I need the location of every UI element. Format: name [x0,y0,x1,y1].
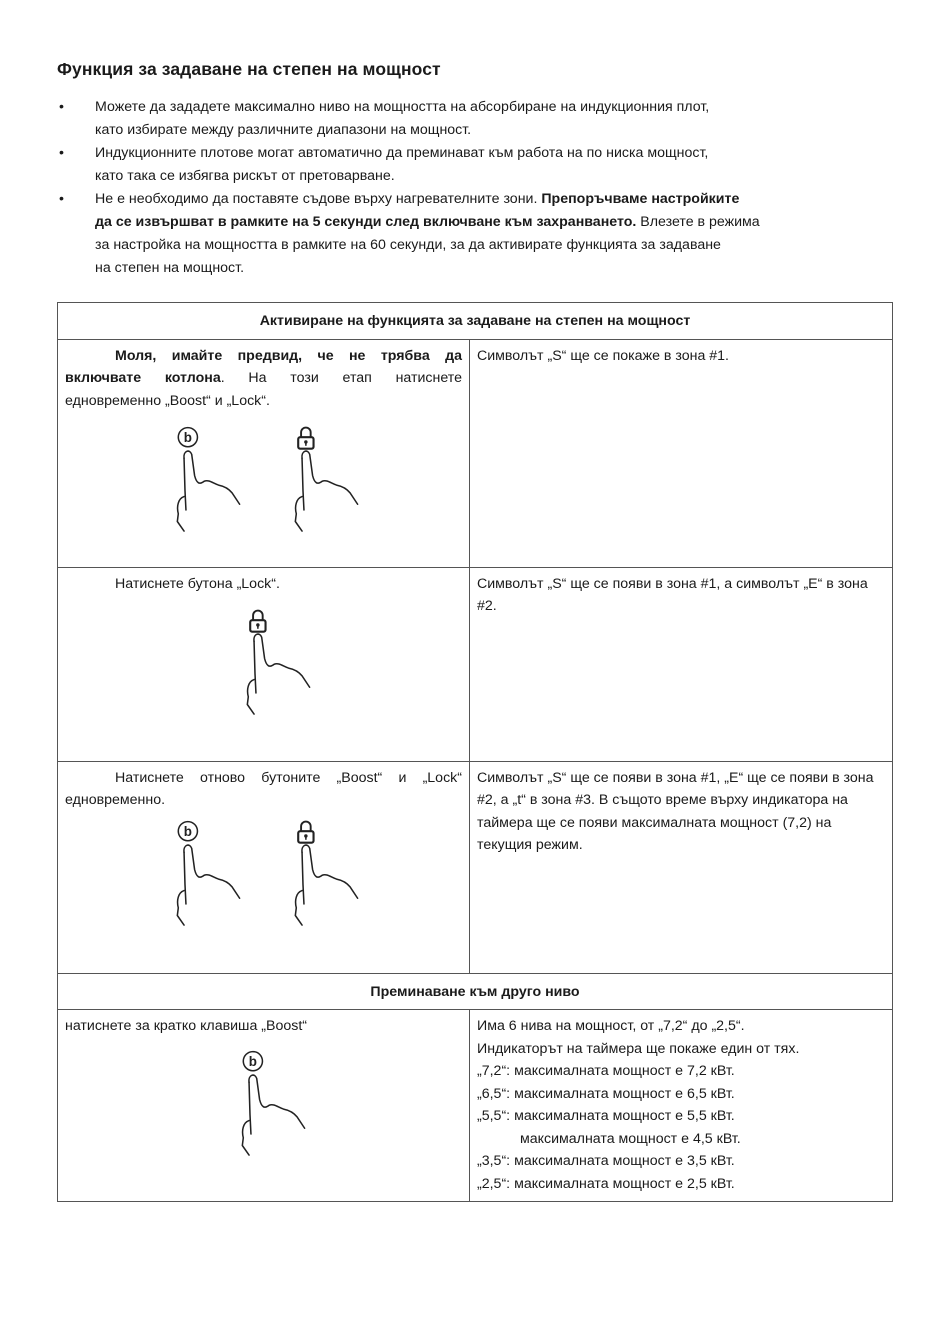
bullet-text: като така се избягва рискът от претоварване. [95,168,395,184]
hand-pointer-icon [177,451,239,531]
power-level-label: „3,5“: [477,1153,511,1169]
step-result-cell [470,1010,893,1202]
step-instruction-cell [58,761,470,973]
bullet-text: Не е необходимо да поставяте съдове върху нагревателните зони. [95,191,542,207]
section-header-switch-level: Преминаване към друго ниво [58,973,893,1010]
icon-group [65,601,462,716]
power-level-text: максималната мощност е 6,5 кВт. [510,1085,735,1102]
step-instruction-cell [58,1010,470,1202]
bullet-text: Можете да зададете максимално ниво на мощността на абсорбиране на индукционния плот, [95,99,710,115]
hand-pointer-icon [247,634,309,714]
hand-pointer-icon [177,845,239,925]
svg-text:b: b [248,1053,257,1069]
power-level-text: максималната мощност е 4,5 кВт. [520,1130,741,1147]
power-level-text: максималната мощност е 2,5 кВт. [510,1175,735,1192]
bullet-item [57,142,887,188]
power-level-item [477,1105,885,1128]
power-level-item [477,1173,885,1196]
power-level-label: „5,5“: [477,1108,511,1124]
svg-text:b: b [183,429,192,445]
instruction-text: . На този етап натиснете едновременно „Boost“ и „Lock“. [65,370,463,409]
bullet-text: Индукционните плотове могат автоматично да преминават към работа на по ниска мощност, [95,145,709,161]
page-title: Функция за задаване на степен на мощност [57,59,441,79]
levels-intro: Индикаторът на таймера ще покаже един от тях. [477,1040,800,1057]
bullet-icon: • [59,191,64,207]
step-instruction-cell [58,567,470,761]
lock-button-icon [281,812,371,927]
power-level-label: „7,2“: [477,1063,511,1079]
power-level-item [477,1083,885,1106]
levels-intro: Има 6 нива на мощност, от „7,2“ до „2,5“. [477,1018,745,1034]
bullet-item [57,188,887,280]
bullet-bold-text: да се извършват в рамките на 5 секунди след включване към захранването. [95,214,637,230]
bullet-bold-text: Препоръчваме настройките [541,191,740,207]
boost-button-icon [228,1042,318,1157]
bullet-text: Влезете в режима [636,214,760,230]
icon-group [65,418,462,533]
icon-group [65,1042,462,1157]
step-instruction: натиснете за кратко клавиша „Boost“ [65,1018,308,1034]
hand-pointer-icon [295,451,357,531]
table-row [58,339,893,567]
step-instruction [65,345,462,413]
boost-button-icon [163,812,253,927]
power-level-text: максималната мощност е 5,5 кВт. [510,1108,735,1124]
power-setting-table [57,302,893,1202]
power-level-label: „6,5“: [477,1085,511,1102]
table-row [58,1010,893,1202]
step-instruction: Натиснете бутона „Lock“. [115,575,280,592]
section-header-row [58,303,893,340]
step-result-cell: Символът „S“ ще се покаже в зона #1. [470,339,893,567]
hand-pointer-icon [295,845,357,925]
power-level-item [477,1150,885,1173]
section-header-activation: Активиране на функцията за задаване на степен на мощност [58,303,893,340]
section-header-row [58,973,893,1010]
intro-bullet-list [57,96,887,280]
icon-group [65,812,462,927]
power-level-text: максималната мощност е 3,5 кВт. [510,1153,735,1169]
svg-text:b: b [183,823,192,839]
bullet-text: за настройка на мощността в рамките на 60 секунди, за да активирате функцията за задаване [95,237,721,253]
bullet-item [57,96,887,142]
step-instruction-cell [58,339,470,567]
bullet-icon: • [59,99,64,115]
bullet-text: като избирате между различните диапазони на мощност. [95,122,472,138]
table-row [58,761,893,973]
step-result-cell: Символът „S“ ще се появи в зона #1, а символът „E“ в зона #2. [470,567,893,761]
step-result-cell: Символът „S“ ще се появи в зона #1, „E“ ще се появи в зона #2, а „t“ в зона #3. В същото време върху индикатора на таймера ще се появи максималната мощност (7,2) на текущия режим. [470,761,893,973]
power-level-item [477,1128,885,1151]
power-level-label: „2,5“: [477,1175,511,1192]
bullet-text: на степен на мощност. [95,260,245,276]
hand-pointer-icon [242,1075,304,1155]
boost-button-icon [163,418,253,533]
lock-button-icon [281,418,371,533]
lock-button-icon [233,601,323,716]
warning-text: Моля, имайте предвид, че не трябва да включвате котлона [65,347,462,386]
power-level-item [477,1060,885,1083]
power-level-text: максималната мощност е 7,2 кВт. [510,1063,735,1079]
step-instruction: Натиснете отново бутоните „Boost“ и „Lock“ едновременно. [65,769,462,808]
bullet-icon: • [59,145,64,161]
table-row [58,567,893,761]
